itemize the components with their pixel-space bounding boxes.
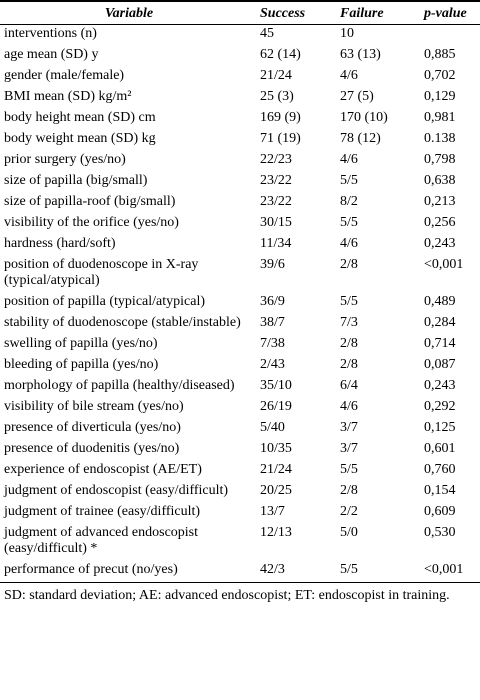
cell-success: 23/22 <box>260 194 292 209</box>
cell-variable: presence of diverticula (yes/no) <box>4 420 181 435</box>
table-row <box>0 314 480 335</box>
cell-failure: 4/6 <box>340 399 358 414</box>
cell-variable: visibility of the orifice (yes/no) <box>4 215 179 230</box>
cell-variable: judgment of endoscopist (easy/difficult) <box>4 483 229 498</box>
cell-p-value: 0,601 <box>424 441 456 456</box>
cell-p-value: 0,256 <box>424 215 456 230</box>
table-body <box>0 25 480 583</box>
cell-failure: 8/2 <box>340 194 358 209</box>
cell-variable: stability of duodenoscope (stable/instable) <box>4 315 241 330</box>
header-p-value: p-value <box>414 1 480 25</box>
table-row <box>0 482 480 503</box>
cell-failure: 6/4 <box>340 378 358 393</box>
cell-p-value: 0,981 <box>424 110 456 125</box>
cell-variable: judgment of trainee (easy/difficult) <box>4 504 201 519</box>
cell-variable: prior surgery (yes/no) <box>4 152 126 167</box>
cell-success: 39/6 <box>260 257 285 272</box>
cell-failure: 5/5 <box>340 173 358 188</box>
cell-p-value: 0,702 <box>424 68 456 83</box>
cell-failure: 5/0 <box>340 525 358 540</box>
cell-variable: bleeding of papilla (yes/no) <box>4 357 159 372</box>
cell-success: 30/15 <box>260 215 292 230</box>
cell-failure: 78 (12) <box>340 131 381 146</box>
cell-failure: 4/6 <box>340 236 358 251</box>
cell-variable: visibility of bile stream (yes/no) <box>4 399 184 414</box>
table-row <box>0 256 480 293</box>
cell-success: 2/43 <box>260 357 285 372</box>
cell-success: 62 (14) <box>260 47 301 62</box>
cell-success: 7/38 <box>260 336 285 351</box>
cell-variable: age mean (SD) y <box>4 47 99 62</box>
cell-p-value: 0,760 <box>424 462 456 477</box>
header-success: Success <box>258 1 338 25</box>
table-row <box>0 503 480 524</box>
cell-success: 25 (3) <box>260 89 294 104</box>
cell-variable: size of papilla-roof (big/small) <box>4 194 176 209</box>
cell-success: 42/3 <box>258 561 338 583</box>
cell-p-value: 0,243 <box>424 378 456 393</box>
table-row <box>0 235 480 256</box>
table-row <box>0 130 480 151</box>
table-row <box>0 377 480 398</box>
table-row <box>0 25 480 47</box>
cell-variable: BMI mean (SD) kg/m² <box>4 89 132 104</box>
cell-success: 11/34 <box>260 236 292 251</box>
cell-variable: morphology of papilla (healthy/diseased) <box>4 378 235 393</box>
cell-p-value: 0.138 <box>424 131 456 146</box>
cell-success: 36/9 <box>260 294 285 309</box>
cell-success: 10/35 <box>260 441 292 456</box>
cell-failure: 7/3 <box>340 315 358 330</box>
cell-p-value: 0,213 <box>424 194 456 209</box>
cell-p-value: 0,154 <box>424 483 456 498</box>
table-row <box>0 561 480 583</box>
cell-variable: experience of endoscopist (AE/ET) <box>4 462 202 477</box>
cell-p-value: 0,284 <box>424 315 456 330</box>
cell-p-value: 0,129 <box>424 89 456 104</box>
table-row <box>0 193 480 214</box>
table-row <box>0 293 480 314</box>
table-row <box>0 214 480 235</box>
cell-variable: body weight mean (SD) kg <box>4 131 156 146</box>
cell-p-value: 0,489 <box>424 294 456 309</box>
table-row <box>0 524 480 561</box>
cell-failure: 4/6 <box>340 152 358 167</box>
cell-success: 5/40 <box>260 420 285 435</box>
cell-variable: position of duodenoscope in X-ray (typical/atypical) <box>4 257 199 288</box>
cell-success: 22/23 <box>260 152 292 167</box>
cell-success: 13/7 <box>260 504 285 519</box>
cell-failure: 5/5 <box>338 561 414 583</box>
cell-success: 20/25 <box>260 483 292 498</box>
table-footnote: SD: standard deviation; AE: advanced endoscopist; ET: endoscopist in training. <box>4 588 450 603</box>
cell-failure: 27 (5) <box>340 89 374 104</box>
cell-variable: interventions (n) <box>4 26 97 41</box>
cell-failure: 2/8 <box>340 336 358 351</box>
cell-failure: 4/6 <box>340 68 358 83</box>
header-variable: Variable <box>0 1 258 25</box>
cell-success: 26/19 <box>260 399 292 414</box>
cell-success: 38/7 <box>260 315 285 330</box>
cell-failure: 170 (10) <box>340 110 388 125</box>
cell-p-value: 0,125 <box>424 420 456 435</box>
table-row <box>0 335 480 356</box>
table-row <box>0 67 480 88</box>
cell-success: 35/10 <box>260 378 292 393</box>
table-row <box>0 46 480 67</box>
cell-p-value: 0,885 <box>424 47 456 62</box>
cell-failure: 2/8 <box>340 257 358 272</box>
cell-success: 21/24 <box>260 462 292 477</box>
cell-failure: 3/7 <box>340 420 358 435</box>
cell-p-value: 0,798 <box>424 152 456 167</box>
cell-p-value: 0,243 <box>424 236 456 251</box>
cell-variable: gender (male/female) <box>4 68 125 83</box>
cell-success: 45 <box>260 26 274 41</box>
cell-success: 169 (9) <box>260 110 301 125</box>
table-row <box>0 109 480 130</box>
cell-p-value: <0,001 <box>414 561 480 583</box>
cell-variable: swelling of papilla (yes/no) <box>4 336 158 351</box>
cell-variable: hardness (hard/soft) <box>4 236 116 251</box>
cell-failure: 5/5 <box>340 215 358 230</box>
cell-failure: 2/8 <box>340 483 358 498</box>
cell-failure: 63 (13) <box>340 47 381 62</box>
cell-p-value: <0,001 <box>424 257 464 272</box>
cell-failure: 2/8 <box>340 357 358 372</box>
cell-variable: body height mean (SD) cm <box>4 110 156 125</box>
table-row <box>0 356 480 377</box>
table-row <box>0 440 480 461</box>
cell-variable: position of papilla (typical/atypical) <box>4 294 205 309</box>
cell-p-value <box>414 25 480 47</box>
cell-failure: 3/7 <box>340 441 358 456</box>
cell-p-value: 0,530 <box>424 525 456 540</box>
cell-variable: performance of precut (no/yes) <box>0 561 258 583</box>
cell-p-value: 0,609 <box>424 504 456 519</box>
table-row <box>0 151 480 172</box>
cell-p-value: 0,714 <box>424 336 456 351</box>
cell-failure: 10 <box>340 26 354 41</box>
table-row <box>0 461 480 482</box>
cell-failure: 2/2 <box>340 504 358 519</box>
cell-failure: 5/5 <box>340 294 358 309</box>
cell-p-value: 0,087 <box>424 357 456 372</box>
cell-variable: presence of duodenitis (yes/no) <box>4 441 180 456</box>
table-row <box>0 172 480 193</box>
cell-p-value: 0,638 <box>424 173 456 188</box>
cell-failure: 5/5 <box>340 462 358 477</box>
table-row <box>0 419 480 440</box>
cell-success: 71 (19) <box>260 131 301 146</box>
cell-p-value: 0,292 <box>424 399 456 414</box>
cell-variable: size of papilla (big/small) <box>4 173 148 188</box>
cell-success: 12/13 <box>260 525 292 540</box>
cell-success: 21/24 <box>260 68 292 83</box>
table-row <box>0 88 480 109</box>
cell-variable: judgment of advanced endoscopist (easy/difficult) * <box>4 525 199 556</box>
header-failure: Failure <box>338 1 414 25</box>
cell-success: 23/22 <box>260 173 292 188</box>
table-row <box>0 398 480 419</box>
table-header-row <box>0 1 480 25</box>
